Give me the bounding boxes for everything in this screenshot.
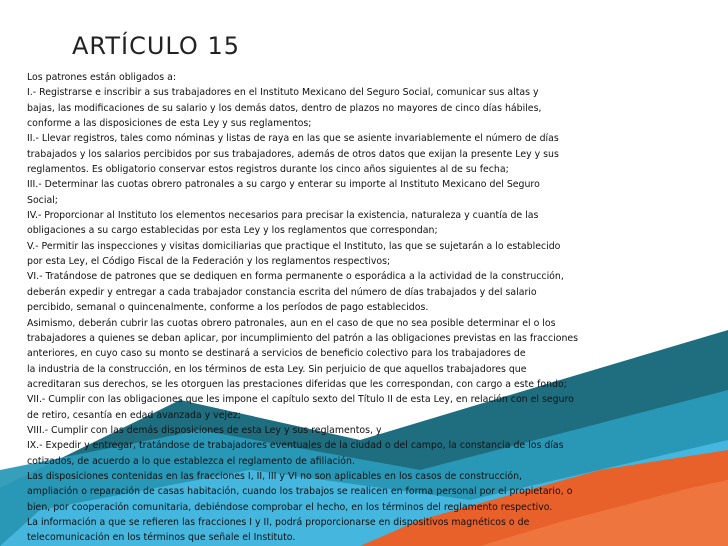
text-line: reglamentos. Es obligatorio conservar estos registros durante los cinco años siguientes al de su fecha; <box>27 164 509 176</box>
text-line: la industria de la construcción, en los términos de esta Ley. Sin perjuicio de que aquellos trabajadores que <box>27 363 527 375</box>
text-line: trabajados y los salarios percibidos por sus trabajadores, además de otros datos que exijan la presente Ley y sus <box>27 148 559 160</box>
text-line: Social; <box>27 194 58 206</box>
text-line: La información a que se refieren las fracciones I y II, podrá proporcionarse en dispositivos magnéticos o de <box>27 516 530 528</box>
text-line: bajas, las modificaciones de su salario y los demás datos, dentro de plazos no mayores de cinco días hábiles, <box>27 102 542 114</box>
text-line: II.- Llevar registros, tales como nóminas y listas de raya en las que se asiente invariablemente el número de días <box>27 133 559 145</box>
text-line: VII.- Cumplir con las obligaciones que les impone el capítulo sexto del Título II de esta Ley, en relación con el seguro <box>27 394 574 406</box>
text-line: de retiro, cesantía en edad avanzada y vejez; <box>27 409 241 421</box>
text-line: anteriores, en cuyo caso su monto se destinará a servicios de beneficio colectivo para los trabajadores de <box>27 348 526 360</box>
text-line: Asimismo, deberán cubrir las cuotas obrero patronales, aun en el caso de que no sea posible determinar el o los <box>27 317 556 329</box>
text-line: VIII.- Cumplir con las demás disposiciones de esta Ley y sus reglamentos, y <box>27 424 382 436</box>
text-line: Las disposiciones contenidas en las fracciones I, II, III y VI no son aplicables en los casos de construcción, <box>27 470 523 482</box>
text-line: ampliación o reparación de casas habitación, cuando los trabajos se realicen en forma personal por el propietario, o <box>27 486 573 498</box>
text-line: percibido, semanal o quincenalmente, conforme a los períodos de pago establecidos. <box>27 302 429 314</box>
text-line: por esta Ley, el Código Fiscal de la Federación y los reglamentos respectivos; <box>27 256 391 268</box>
text-line: obligaciones a su cargo establecidas por esta Ley y los reglamentos que correspondan; <box>27 225 438 237</box>
text-line: VI.- Tratándose de patrones que se dediquen en forma permanente o esporádica a la actividad de la construcción, <box>27 271 564 283</box>
slide-title: ARTÍCULO 15 <box>72 32 240 60</box>
text-line: III.- Determinar las cuotas obrero patronales a su cargo y enterar su importe al Instituto Mexicano del Seguro <box>27 179 540 191</box>
text-line: bien, por cooperación comunitaria, debiéndose comprobar el hecho, en los términos del reglamento respectivo. <box>27 501 553 513</box>
text-line: cotizados, de acuerdo a lo que establezca el reglamento de afiliación. <box>27 455 355 467</box>
text-line: V.- Permitir las inspecciones y visitas domiciliarias que practique el Instituto, las que se sujetarán a lo establecido <box>27 240 561 252</box>
text-line: I.- Registrarse e inscribir a sus trabajadores en el Instituto Mexicano del Seguro Social, comunicar sus altas y <box>27 87 539 99</box>
text-line: acreditaran sus derechos, se les otorguen las prestaciones diferidas que les correspondan, con cargo a este fondo; <box>27 378 567 390</box>
article-text <box>27 70 715 546</box>
text-line: IV.- Proporcionar al Instituto los elementos necesarios para precisar la existencia, naturaleza y cuantía de las <box>27 210 539 222</box>
text-line: deberán expedir y entregar a cada trabajador constancia escrita del número de días trabajados y del salario <box>27 286 537 298</box>
text-line: IX.- Expedir y entregar, tratándose de trabajadores eventuales de la ciudad o del campo, la constancia de los días <box>27 440 564 452</box>
text-line: Los patrones están obligados a: <box>27 72 177 83</box>
text-line: trabajadores a quienes se deban aplicar, por incumplimiento del patrón a las obligaciones previstas en las fracciones <box>27 332 579 344</box>
text-line: telecomunicación en los términos que señale el Instituto. <box>27 532 296 544</box>
text-line: conforme a las disposiciones de esta Ley y sus reglamentos; <box>27 118 312 130</box>
